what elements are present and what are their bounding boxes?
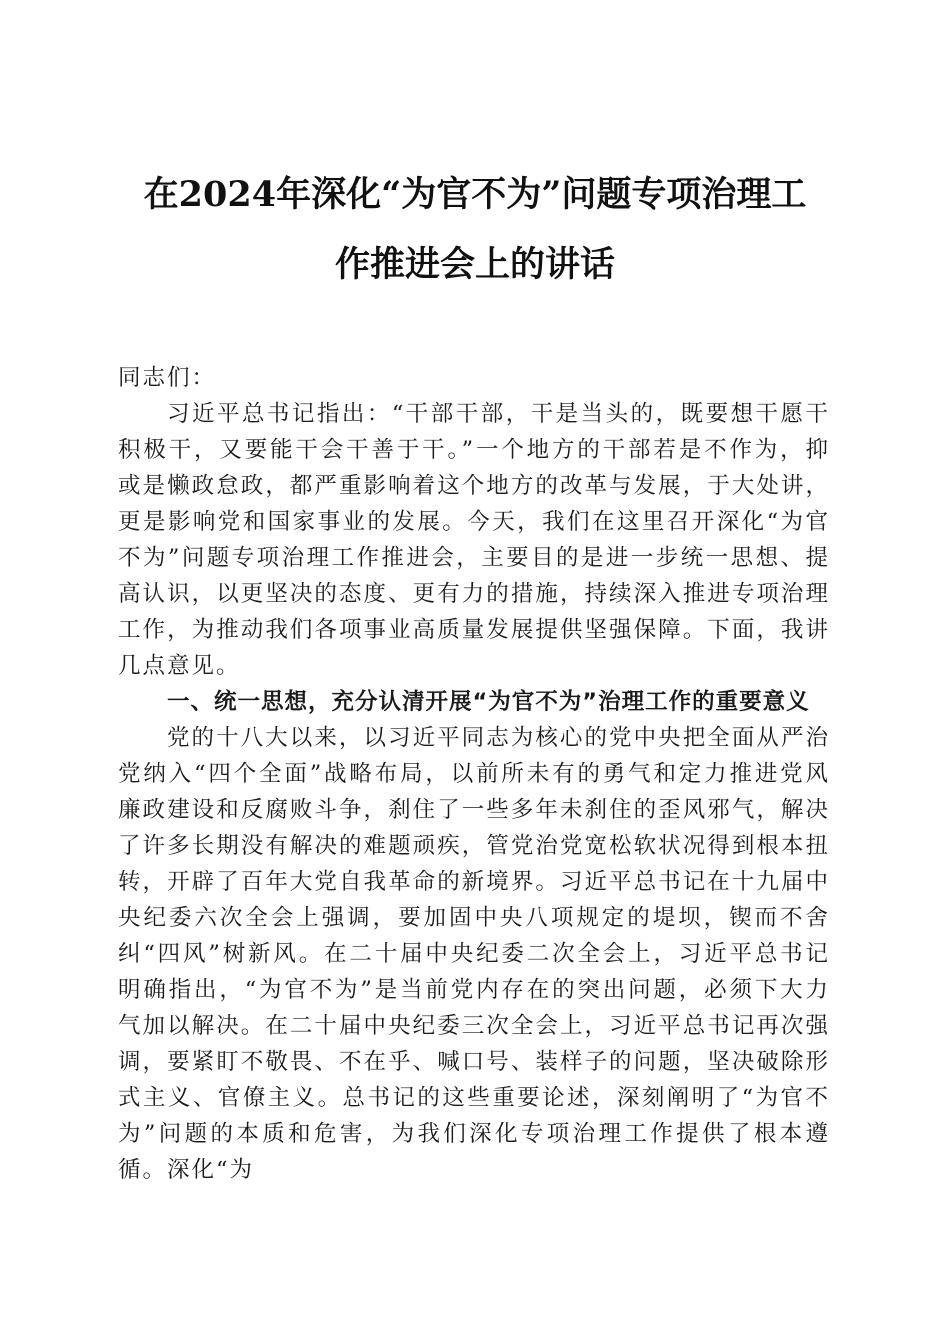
document-title-line-2: 作推进会上的讲话 <box>334 244 615 285</box>
paragraph-section-1: 党的十八大以来，以习近平同志为核心的党中央把全面从严治党纳入“四个全面”战略布局，以前所未有的勇气和定力推进党风廉政建设和反腐败斗争，刹住了一些多年未刹住的歪风邪气，解决了许多长期没有解决的难题顽疾，管党治党宽松软状况得到根本扭转，开辟了百年大党自我革命的新境界。习近平总书记在十九届中央纪委六次全会上强调，要加固中央八项规定的堤坝，锲而不舍纠“四风”树新风。在二十届中央纪委二次全会上，习近平总书记明确指出，“为官不为”是当前党内存在的突出问题，必须下大力气加以解决。在二十届中央纪委三次全会上，习近平总书记再次强调，要紧盯不敬畏、不在乎、喊口号、装样子的问题，坚决破除形式主义、官僚主义。总书记的这些重要论述，深刻阐明了“为官不为”问题的本质和危害，为我们深化专项治理工作提供了根本遵循。深化“为 <box>118 725 830 1183</box>
section-heading-1: 一、统一思想，充分认清开展“为官不为”治理工作的重要意义 <box>167 689 810 715</box>
paragraph-intro: 习近平总书记指出：“干部干部，干是当头的，既要想干愿干积极干，又要能干会干善于干。”一个地方的干部若是不作为，抑或是懒政怠政，都严重影响着这个地方的改革与发展，于大处讲，更是影响党和国家事业的发展。今天，我们在这里召开深化“为官不为”问题专项治理工作推进会，主要目的是进一步统一思想、提高认识，以更坚决的态度、更有力的措施，持续深入推进专项治理工作，为推动我们各项事业高质量发展提供坚强保障。下面，我讲几点意见。 <box>118 401 830 679</box>
salutation: 同志们： <box>118 365 217 391</box>
document-body <box>118 360 830 1188</box>
document-title-line-1: 在2024年深化“为官不为”问题专项治理工 <box>143 174 807 215</box>
